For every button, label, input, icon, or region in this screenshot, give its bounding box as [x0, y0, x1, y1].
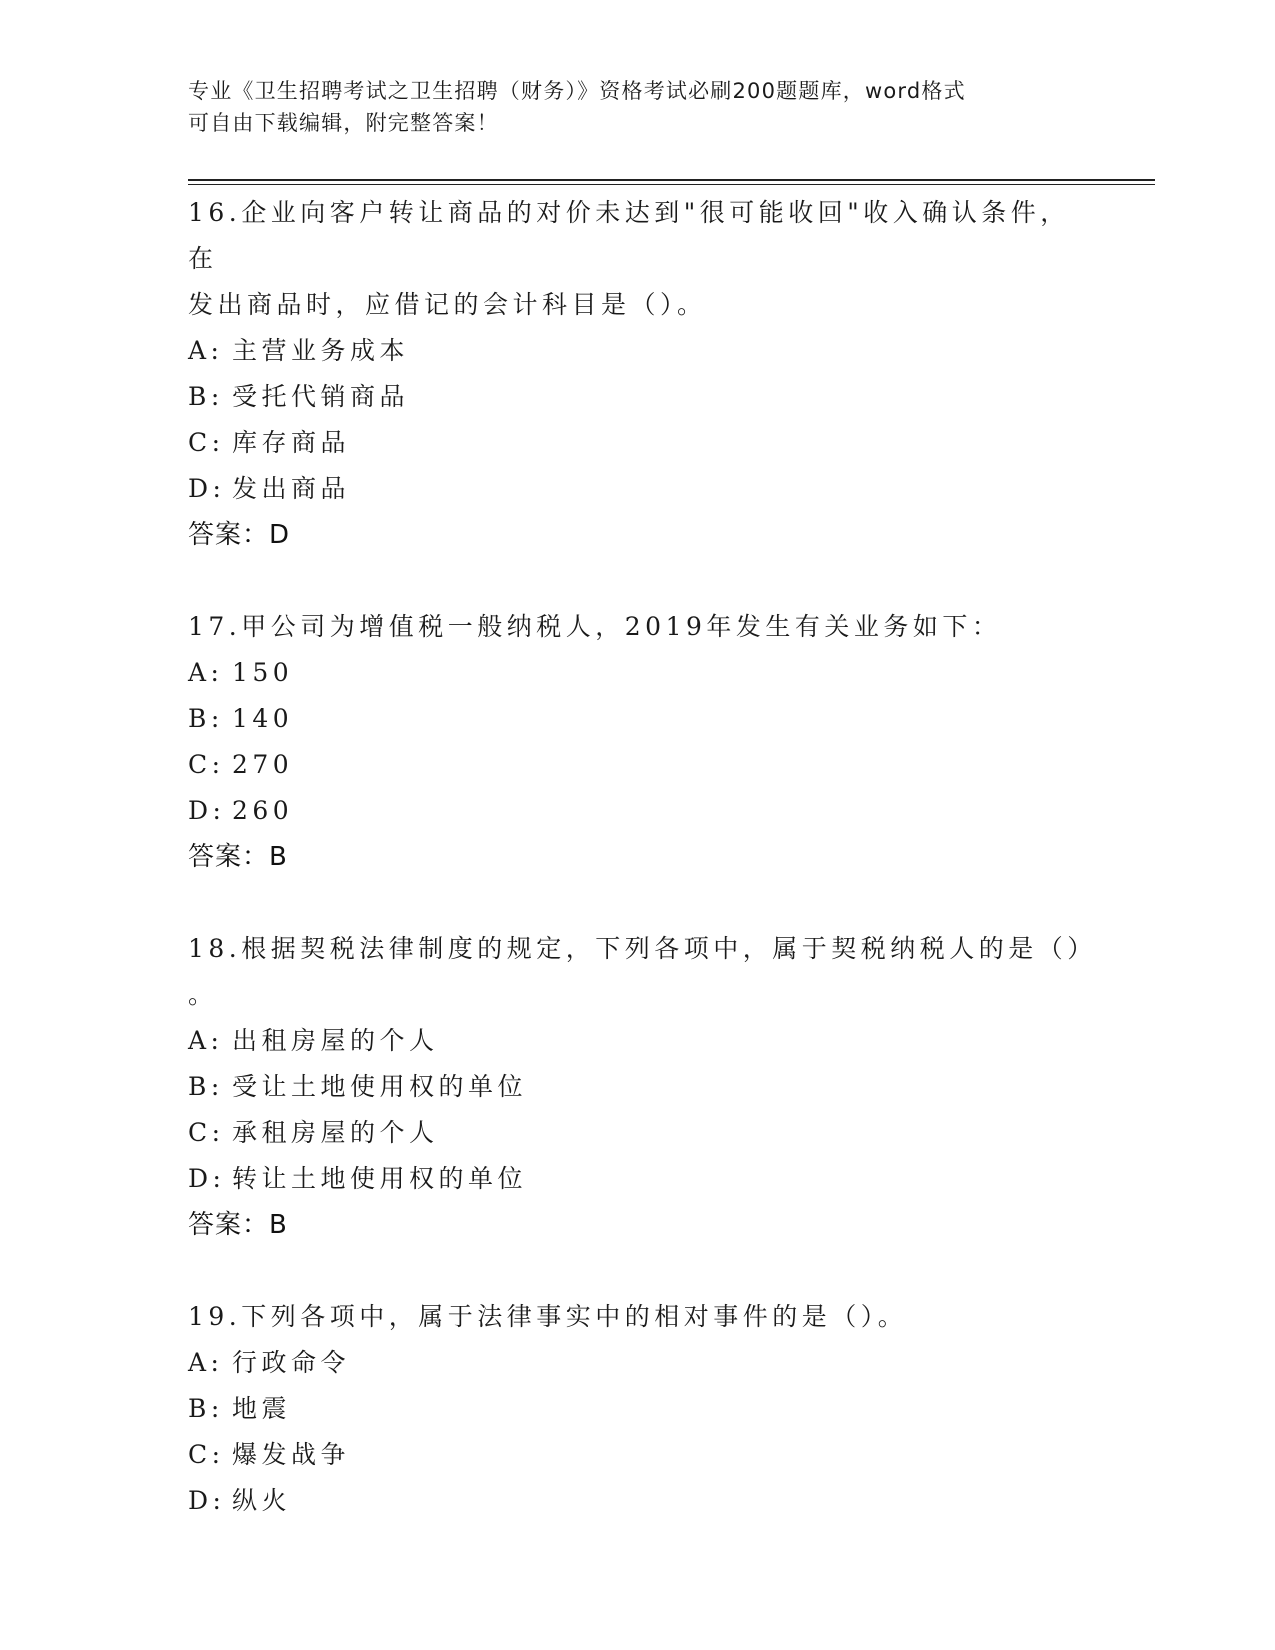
option-text: 转让土地使用权的单位	[232, 1164, 528, 1193]
option-key: C:	[188, 428, 225, 457]
option-a	[188, 650, 1088, 696]
option-text: 地震	[232, 1394, 292, 1423]
option-a	[188, 328, 1088, 374]
option-d	[188, 466, 1088, 512]
option-key: B:	[188, 1394, 224, 1423]
question-17	[188, 604, 1088, 880]
question-16	[188, 190, 1088, 558]
option-key: D:	[188, 474, 226, 503]
option-key: D:	[188, 1164, 226, 1193]
option-a	[188, 1340, 1088, 1386]
question-list	[188, 190, 1097, 1570]
option-text: 承租房屋的个人	[232, 1118, 439, 1147]
answer-line: 答案：B	[188, 1210, 288, 1240]
option-c	[188, 742, 1088, 788]
option-key: A:	[188, 1026, 224, 1055]
option-text: 出租房屋的个人	[232, 1026, 439, 1055]
option-text: 受托代销商品	[232, 382, 410, 411]
question-text-line: 18.根据契税法律制度的规定，下列各项中，属于契税纳税人的是（）	[188, 934, 1097, 963]
header-line-1: 专业《卫生招聘考试之卫生招聘（财务）》资格考试必刷200题题库，word格式	[188, 79, 966, 103]
option-key: C:	[188, 1440, 225, 1469]
question-text-line: 发出商品时，应借记的会计科目是（）。	[188, 290, 707, 319]
option-key: A:	[188, 1348, 224, 1377]
option-key: D:	[188, 796, 226, 825]
question-text-line: 19.下列各项中，属于法律事实中的相对事件的是（）。	[188, 1302, 908, 1331]
option-d	[188, 1478, 1088, 1524]
option-text: 受让土地使用权的单位	[232, 1072, 528, 1101]
option-key: A:	[188, 336, 224, 365]
document-header	[188, 75, 1068, 139]
option-b	[188, 374, 1088, 420]
answer-line: 答案：D	[188, 520, 291, 550]
header-divider-thin	[188, 184, 1155, 185]
option-text: 270	[232, 750, 294, 779]
question-text-line: 16.企业向客户转让商品的对价未达到"很可能收回"收入确认条件，在	[188, 198, 1070, 273]
option-text: 库存商品	[232, 428, 351, 457]
header-divider-thick	[188, 179, 1155, 181]
answer-line: 答案：B	[188, 842, 288, 872]
option-b	[188, 1386, 1088, 1432]
option-key: A:	[188, 658, 224, 687]
option-text: 行政命令	[232, 1348, 351, 1377]
option-c	[188, 420, 1088, 466]
option-b	[188, 1064, 1088, 1110]
option-text: 纵火	[232, 1486, 292, 1515]
option-c	[188, 1432, 1088, 1478]
option-text: 爆发战争	[232, 1440, 351, 1469]
option-d	[188, 1156, 1088, 1202]
option-text: 150	[232, 658, 294, 687]
option-d	[188, 788, 1088, 834]
header-line-2: 可自由下载编辑，附完整答案！	[188, 111, 499, 135]
option-b	[188, 696, 1088, 742]
option-key: B:	[188, 1072, 224, 1101]
option-key: C:	[188, 1118, 225, 1147]
question-text-line: 。	[188, 980, 218, 1009]
question-text-line: 17.甲公司为增值税一般纳税人，2019年发生有关业务如下：	[188, 612, 1002, 641]
option-key: C:	[188, 750, 225, 779]
option-key: D:	[188, 1486, 226, 1515]
option-text: 260	[232, 796, 294, 825]
option-text: 主营业务成本	[232, 336, 410, 365]
option-key: B:	[188, 704, 224, 733]
option-key: B:	[188, 382, 224, 411]
option-c	[188, 1110, 1088, 1156]
option-text: 发出商品	[232, 474, 351, 503]
option-a	[188, 1018, 1088, 1064]
option-text: 140	[232, 704, 294, 733]
question-19	[188, 1294, 1088, 1524]
question-18	[188, 926, 1097, 1248]
